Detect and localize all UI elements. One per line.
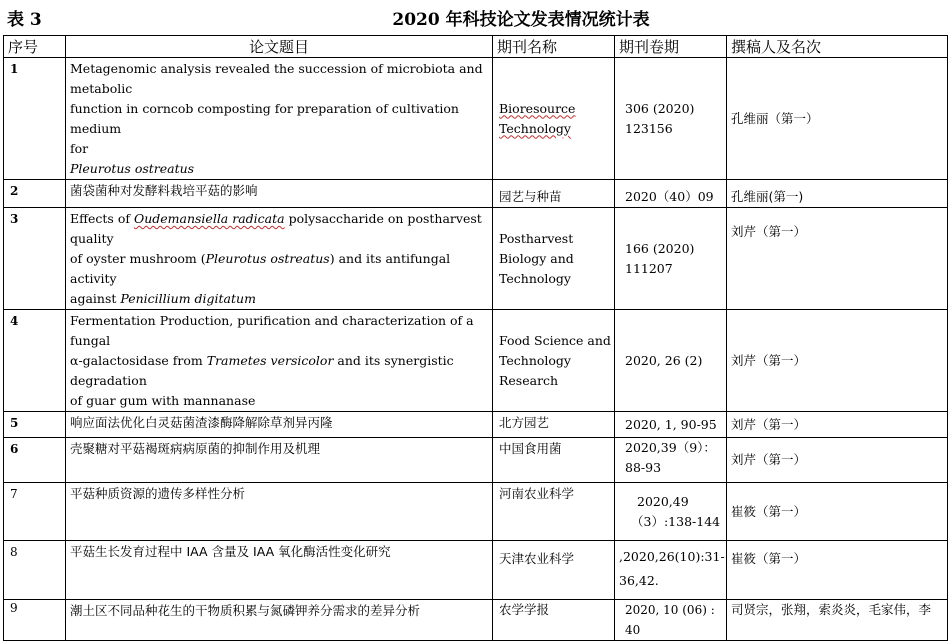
row-number: 8	[4, 541, 66, 600]
volume-line: 2020,39（9）：	[625, 440, 716, 455]
author-rank: 刘芹（第一）	[727, 438, 948, 483]
paper-title: 菌袋菌种对发酵料栽培平菇的影响	[66, 180, 493, 208]
author-rank: 司贤宗，张翔，索炎炎，毛家伟，李	[727, 600, 948, 641]
journal-line: Technology	[499, 352, 571, 368]
journal-line: Technology	[499, 270, 571, 286]
papers-table	[3, 35, 948, 641]
title-line	[70, 249, 488, 289]
title-line: function in corncob composting for preparation of cultivation medium	[70, 101, 459, 136]
journal-name: 北方园艺	[493, 412, 615, 438]
table-row	[4, 310, 948, 412]
journal-volume	[615, 438, 727, 483]
table-title: 2020 年科技论文发表情况统计表	[392, 10, 650, 30]
journal-volume: 2020（40）09	[615, 180, 727, 208]
journal-volume	[615, 208, 727, 310]
title-text: of oyster mushroom (	[70, 251, 206, 266]
volume-line: 166 (2020)	[625, 240, 695, 256]
journal-line: Research	[499, 372, 559, 388]
journal-text: Bioresource Technology	[499, 100, 576, 136]
title-text: and its synergistic degradation	[70, 353, 454, 388]
row-number: 3	[4, 208, 66, 310]
volume-line: （3）:138-144	[631, 513, 721, 529]
author-rank: 刘芹（第一）	[727, 208, 948, 310]
species-name: Oudemansiella radicata	[133, 211, 285, 226]
journal-line: Biology and	[499, 250, 574, 266]
author-rank: 刘芹（第一）	[727, 310, 948, 412]
header-row	[4, 36, 948, 58]
journal-name	[493, 208, 615, 310]
volume-line: 123156	[625, 120, 673, 136]
paper-title: 平菇生长发育过程中 IAA 含量及 IAA 氧化酶活性变化研究	[66, 541, 493, 600]
header-journal: 期刊名称	[493, 36, 615, 58]
paper-title: 平菇种质资源的遗传多样性分析	[66, 483, 493, 541]
table-row	[4, 438, 948, 483]
row-number: 4	[4, 310, 66, 412]
author-rank: 刘芹（第一）	[727, 412, 948, 438]
title-line: Metagenomic analysis revealed the succession of microbiota and	[70, 61, 483, 76]
row-number: 7	[4, 483, 66, 541]
table-row	[4, 412, 948, 438]
journal-line: Postharvest	[499, 230, 574, 246]
journal-volume: 2020, 10 (06) : 40	[615, 600, 727, 641]
paper-title	[66, 58, 493, 180]
species-name: Pleurotus ostreatus	[70, 161, 195, 176]
title-line: for	[70, 141, 89, 156]
journal-name: 天津农业科学	[493, 541, 615, 600]
volume-line: ,2020,26(10):31-	[619, 549, 725, 564]
author-rank: 孔维丽(第一)	[727, 180, 948, 208]
paper-title	[66, 310, 493, 412]
journal-line: Food Science and	[499, 332, 611, 348]
journal-name: 园艺与种苗	[493, 180, 615, 208]
author-rank: 孔维丽（第一）	[727, 58, 948, 180]
title-line: Fermentation Production, purification and characterization of a fungal	[70, 313, 474, 348]
row-number: 6	[4, 438, 66, 483]
table-row	[4, 600, 948, 641]
table-row	[4, 180, 948, 208]
title-text: ) and its antifungal activity	[70, 251, 451, 286]
paper-title: 潮土区不同品种花生的干物质积累与氮磷钾养分需求的差异分析	[66, 600, 493, 641]
table-label: 表 3	[7, 10, 42, 30]
species-name: Trametes versicolor	[206, 353, 334, 368]
table-caption	[0, 0, 950, 34]
title-line	[70, 209, 488, 249]
paper-title: 响应面法优化白灵菇菌渣漆酶降解除草剂异丙隆	[66, 412, 493, 438]
header-volume: 期刊卷期	[615, 36, 727, 58]
volume-line: 36,42.	[619, 573, 659, 588]
title-line: metabolic	[70, 81, 133, 96]
journal-name: 中国食用菌	[493, 438, 615, 483]
title-line	[70, 289, 488, 309]
header-no: 序号	[4, 36, 66, 58]
row-number: 9	[4, 600, 66, 641]
header-title: 论文题目	[66, 36, 493, 58]
author-rank: 崔筱（第一）	[727, 541, 948, 600]
title-text: against	[70, 291, 121, 306]
journal-volume	[615, 541, 727, 600]
title-text: polysaccharide on postharvest quality	[70, 211, 482, 246]
species-name: Pleurotus ostreatus	[205, 251, 330, 266]
volume-line: 2020,49	[637, 493, 689, 509]
journal-volume	[615, 483, 727, 541]
journal-volume: 2020, 26 (2)	[615, 310, 727, 412]
title-line	[70, 159, 488, 179]
volume-line: 111207	[625, 260, 673, 276]
row-number: 5	[4, 412, 66, 438]
paper-title	[66, 208, 493, 310]
volume-line: 306 (2020)	[625, 100, 695, 116]
table-row	[4, 208, 948, 310]
journal-volume: 2020, 1, 90-95	[615, 412, 727, 438]
journal-name: 农学学报	[493, 600, 615, 641]
title-line: of guar gum with mannanase	[70, 393, 256, 408]
title-line	[70, 351, 488, 391]
table-row	[4, 58, 948, 180]
journal-name	[493, 310, 615, 412]
title-text: Effects of	[70, 211, 134, 226]
volume-line: 88-93	[625, 460, 662, 475]
table-row	[4, 541, 948, 600]
journal-name: 河南农业科学	[493, 483, 615, 541]
header-author: 撰稿人及名次	[727, 36, 948, 58]
row-number: 1	[4, 58, 66, 180]
journal-volume	[615, 58, 727, 180]
title-text: α-galactosidase from	[70, 353, 207, 368]
species-name: Penicillium digitatum	[120, 291, 256, 306]
table-row	[4, 483, 948, 541]
row-number: 2	[4, 180, 66, 208]
journal-name	[493, 58, 615, 180]
author-rank: 崔筱（第一）	[727, 483, 948, 541]
paper-title: 壳聚糖对平菇褐斑病病原菌的抑制作用及机理	[66, 438, 493, 483]
